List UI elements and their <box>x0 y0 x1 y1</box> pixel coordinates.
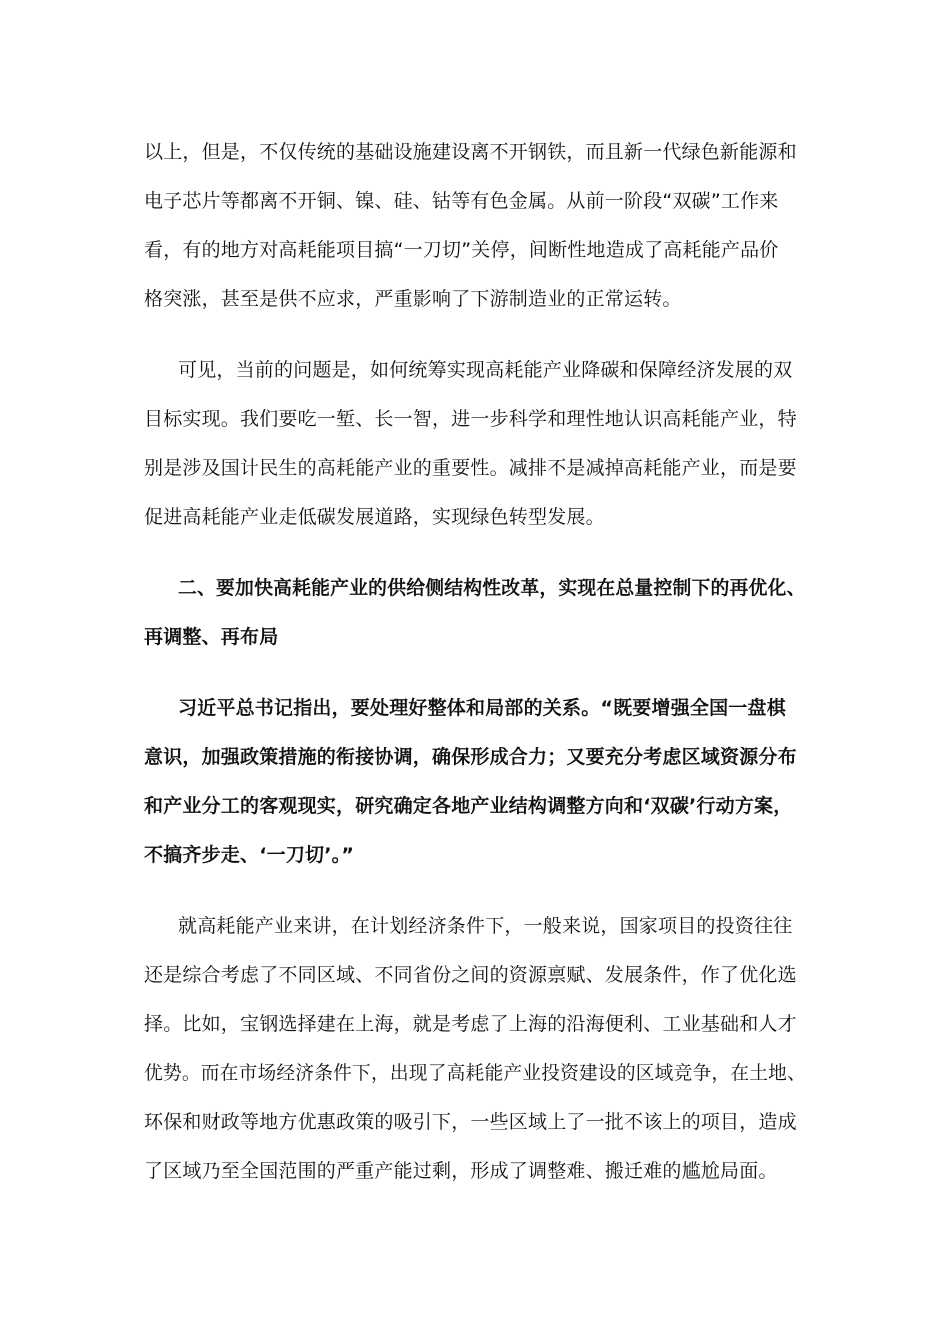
paragraph-line: 还是综合考虑了不同区域、不同省份之间的资源禀赋、发展条件，作了优化选 <box>144 964 797 986</box>
paragraph-line: 意识，加强政策措施的衔接协调，确保形成合力；又要充分考虑区域资源分布 <box>144 746 797 768</box>
paragraph-line: 以上，但是，不仅传统的基础设施建设离不开钢铁，而且新一代绿色新能源和 <box>144 141 797 163</box>
heading-line: 再调整、再布局 <box>144 626 279 648</box>
paragraph-line: 看，有的地方对高耗能项目搞“一刀切”关停，间断性地造成了高耗能产品价 <box>144 239 779 261</box>
paragraph-line: 环保和财政等地方优惠政策的吸引下，一些区域上了一批不该上的项目，造成 <box>144 1111 797 1133</box>
paragraph-line: 就高耗能产业来讲，在计划经济条件下，一般来说，国家项目的投资往往 <box>178 915 793 937</box>
paragraph-line: 和产业分工的客观现实，研究确定各地产业结构调整方向和‘双碳’行动方案， <box>144 795 793 817</box>
paragraph-line: 择。比如，宝钢选择建在上海，就是考虑了上海的沿海便利、工业基础和人才 <box>144 1013 797 1035</box>
paragraph-line: 可见，当前的问题是，如何统筹实现高耗能产业降碳和保障经济发展的双 <box>178 359 793 381</box>
paragraph-line: 目标实现。我们要吃一堑、长一智，进一步科学和理性地认识高耗能产业，特 <box>144 408 797 430</box>
paragraph-line: 了区域乃至全国范围的严重产能过剩，形成了调整难、搬迁难的尴尬局面。 <box>144 1160 778 1182</box>
paragraph-line: 电子芯片等都离不开铜、镍、硅、钴等有色金属。从前一阶段“双碳”工作来 <box>144 190 779 212</box>
paragraph-line: 促进高耗能产业走低碳发展道路，实现绿色转型发展。 <box>144 506 605 528</box>
paragraph-line: 优势。而在市场经济条件下，出现了高耗能产业投资建设的区域竞争，在土地、 <box>144 1062 807 1084</box>
paragraph-line: 不搞齐步走、‘一刀切’。” <box>144 844 355 866</box>
paragraph-line: 格突涨，甚至是供不应求，严重影响了下游制造业的正常运转。 <box>144 288 682 310</box>
heading-line: 二、要加快高耗能产业的供给侧结构性改革，实现在总量控制下的再优化、 <box>178 577 806 599</box>
paragraph-line: 别是涉及国计民生的高耗能产业的重要性。减排不是减掉高耗能产业，而是要 <box>144 457 797 479</box>
paragraph-line: 习近平总书记指出，要处理好整体和局部的关系。“既要增强全国一盘棋 <box>178 697 786 719</box>
